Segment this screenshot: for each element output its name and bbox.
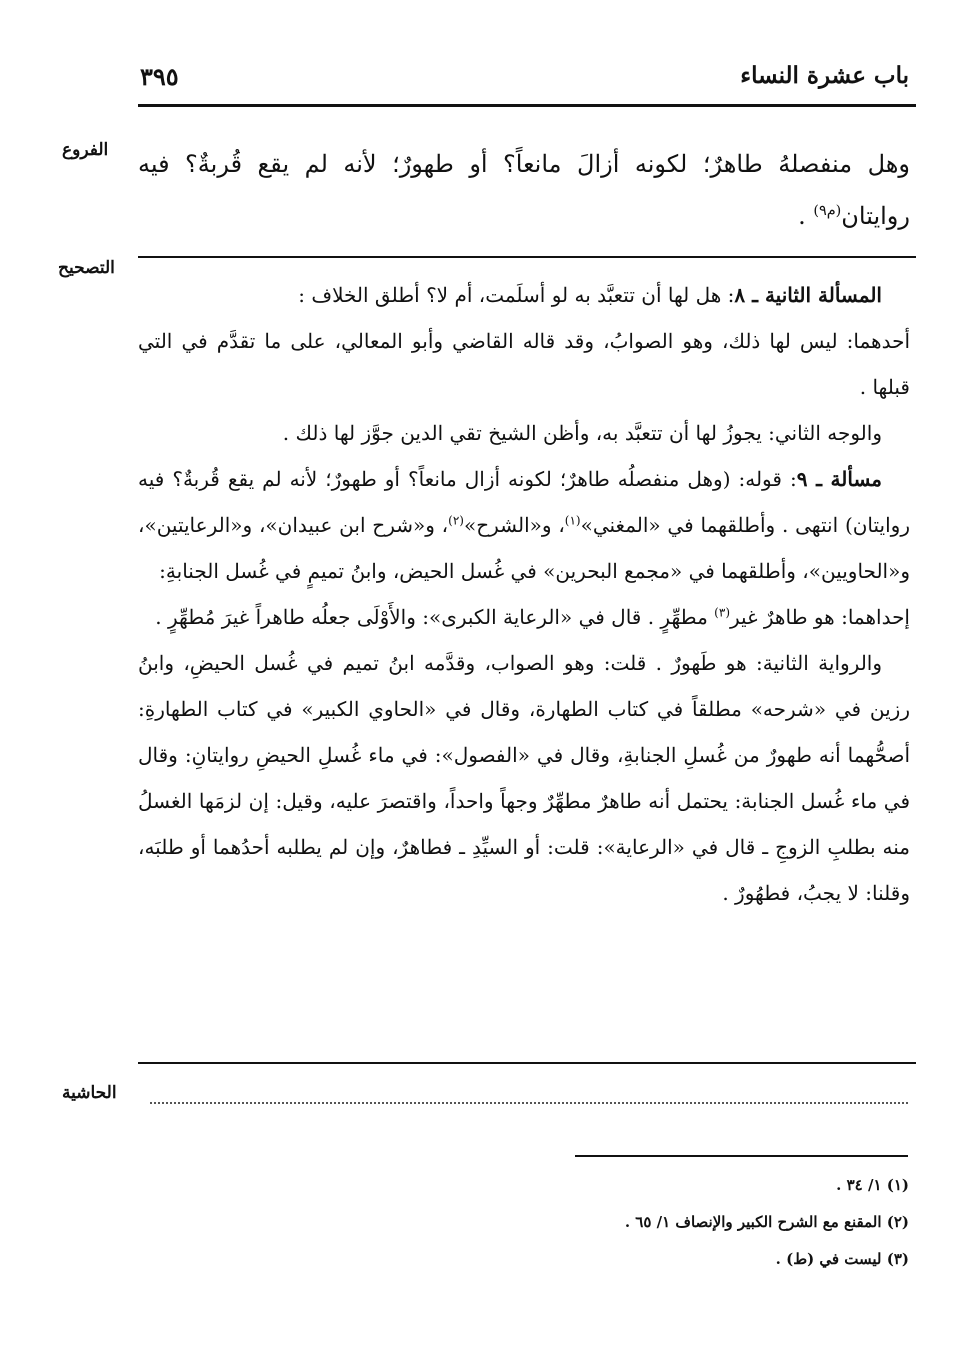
footnote-ref-2: (٢) bbox=[448, 513, 464, 528]
issue-8-text: : هل لها أن تتعبَّد به لو أسلَمت، أم لا؟ أطلق الخلاف : bbox=[298, 283, 735, 307]
furu-end: . bbox=[798, 202, 814, 230]
tashih-paragraph-5 bbox=[138, 594, 910, 640]
furu-line-2: روايتان bbox=[841, 202, 910, 230]
issue-9-text-c: ، و«شرح ابن عبيدان»، و«الرعايتين»، و«الحاويين»، وأطلقهما في «مجمع البحرين» في غُسل الحيض، وابنُ تميمٍ في غُسل الجنابةِ: bbox=[138, 513, 910, 583]
section-divider bbox=[138, 256, 916, 258]
furu-line: وهل منفصلهُ طاهرٌ؛ لكونه أزالَ مانعاً؟ أو طهورٌ؛ لأنه لم يقع قُربةٌ؟ فيه bbox=[138, 150, 910, 178]
tashih-paragraph-3: والوجه الثاني: يجوزُ لها أن تتعبَّد به، وأظن الشيخ تقي الدين جوَّز لها ذلك . bbox=[282, 421, 882, 445]
footnote-ref-1: (١) bbox=[564, 513, 581, 528]
issue-9-text-a: : قوله: (وهل منفصلُه طاهرٌ؛ لكونه أزال مانعاً؟ أو طهورٌ؛ لأنه لم يقع قُربةٌ؟ فيه روايتان) انتهى . وأطلقهما في «المغني» bbox=[138, 467, 910, 537]
issue-9-heading: مسألة ـ ٩ bbox=[796, 467, 883, 491]
tashih-text bbox=[138, 272, 910, 916]
tashih-paragraph-2: أحدهما: ليس لها ذلك، وهو الصوابُ، وقد قاله القاضي وأبو المعالي، على ما تقدَّم في التي قبلها . bbox=[138, 329, 910, 399]
margin-label-hashiya: الحاشية bbox=[62, 1083, 117, 1103]
section-divider-2 bbox=[138, 1062, 916, 1064]
footnote-ref-3: (٣) bbox=[714, 605, 730, 620]
footnote-rule bbox=[575, 1155, 908, 1157]
footnote-2: (٢) المقنع مع الشرح الكبير والإنصاف ١/ ٦٥ . bbox=[624, 1213, 909, 1231]
footnote-3: (٣) ليست في (ط) . bbox=[775, 1250, 909, 1268]
header-rule bbox=[138, 104, 916, 107]
page-number: ٣٩٥ bbox=[140, 62, 179, 91]
issue-8-heading: المسألة الثانية ـ ٨ bbox=[734, 283, 882, 307]
hashiya-dotted-line bbox=[150, 1102, 908, 1104]
tashih-paragraph-6: والرواية الثانية: هو طَهورٌ . قلت: وهو الصواب، وقدَّمه ابنُ تميم في غُسل الحيضِ، وابنُ رزين في «شرحه» مطلقاً في كتاب الطهارة، وقال في «الحاوي الكبير» في كتاب الطهارةِ: أصحُّهما أنه طهورٌ من غُسلِ الجنابةِ، وقال في «الفصول»: في ماء غُسلِ الحيضِ روايتانِ: وقال في ماء غُسل الجنابة: يحتمل أنه طاهرٌ مطهِّرٌ وجهاً واحداً، واقتصرَ عليه، وقيل: إن لزمَها الغسلُ منه بطلبِ الزوجِ ـ قال في «الرعاية»: قلت: أو السيِّدِ ـ فطاهرٌ، وإن لم يطلبه أحدُهما أو طلبَه، وقلنا: لا يجبُ، فطهُورٌ . bbox=[138, 651, 911, 905]
tashih-paragraph-1 bbox=[138, 272, 910, 318]
furu-text bbox=[138, 138, 910, 242]
margin-label-tashih: التصحيح bbox=[58, 258, 115, 278]
furu-reference: (م٩) bbox=[813, 203, 842, 219]
running-title: باب عشرة النساء bbox=[740, 62, 909, 89]
narration-1-text-b: مطهِّرٍ . قال في «الرعاية الكبرى»: والأَوْلَى جعلُه طاهراً غيرَ مُطهِّرٍ . bbox=[155, 605, 715, 629]
footnote-1: (١) ١/ ٣٤ . bbox=[836, 1176, 909, 1194]
footnotes bbox=[409, 1176, 909, 1287]
tashih-paragraph-4 bbox=[138, 456, 910, 594]
narration-1-text-a: إحداهما: هو طاهرٌ غير bbox=[730, 605, 910, 629]
issue-9-text-b: ، و«الشرح» bbox=[463, 513, 565, 537]
margin-label-furu: الفروع bbox=[62, 140, 109, 160]
